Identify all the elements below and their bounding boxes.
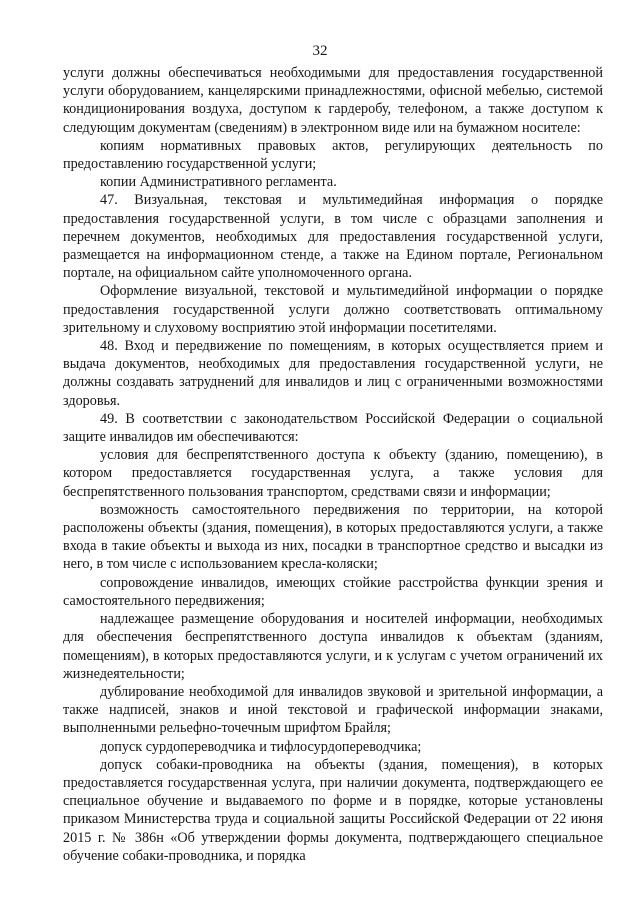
paragraph-list-item: допуск сурдопереводчика и тифлосурдопереводчика; [100, 738, 422, 755]
paragraph: Оформление визуальной, текстовой и мультимедийной информации о порядке предоставления государственной услуги должно соответствовать оптимальному зрительному и слуховому восприятию этой информации посетителями. [63, 283, 603, 336]
paragraph-list-item: дублирование необходимой для инвалидов звуковой и зрительной информации, а также надписей, знаков и иной текстовой и графической информации знаками, выполненными рельефно-точечным шрифтом Брайля; [63, 683, 603, 737]
paragraph-list-item: сопровождение инвалидов, имеющих стойкие расстройства функции зрения и самостоятельного передвижения; [63, 574, 603, 609]
paragraph-list-item: условия для беспрепятственного доступа к объекту (зданию, помещению), в котором предоставляется государственная услуга, а также условия для беспрепятственного пользования транспортом, средствами связи и информации; [63, 447, 603, 500]
paragraph-list-item: возможность самостоятельного передвижения по территории, на которой расположены объекты (здания, помещения), в которых предоставляются услуги, а также входа в такие объекты и выхода из них, посадки в транспортное средство и высадки из него, в том числе с использованием кресла-коляски; [63, 501, 603, 573]
paragraph-list-item: копии Административного регламента. [100, 174, 337, 191]
paragraph-list-item: надлежащее размещение оборудования и носителей информации, необходимых для обеспечения беспрепятственного доступа инвалидов к объектам (зданиям, помещениям), в которых предоставляются услуги, и к услугам с учетом ограничений их жизнедеятельности; [63, 611, 603, 682]
page-number: 32 [312, 43, 328, 59]
paragraph-list-item: допуск собаки-проводника на объекты (здания, помещения), в которых предоставляется государственная услуга, при наличии документа, подтверждающего ее специальное обучение и выдаваемого по форме и в порядке, которые установлены приказом Министерства труда и социальной защиты Российской Федерации от 22 июня 2015 г. № 386н «Об утверждении формы документа, подтверждающего специальное обучение собаки-проводника, и порядка [63, 756, 603, 864]
paragraph-clause-49: 49. В соответствии с законодательством Российской Федерации о социальной защите инвалидов им обеспечиваются: [63, 410, 603, 446]
paragraph-list-item: копиям нормативных правовых актов, регулирующих деятельность по предоставлению государственной услуги; [63, 137, 603, 173]
document-body [63, 64, 603, 865]
paragraph-continuation: услуги должны обеспечиваться необходимыми для предоставления государственной услуги оборудованием, канцелярскими принадлежностями, офисной мебелью, системой кондиционирования воздуха, доступом к гардеробу, телефоном, а также доступом к следующим документам (сведениям) в электронном виде или на бумажном носителе: [63, 65, 603, 136]
paragraph-clause-48: 48. Вход и передвижение по помещениям, в которых осуществляется прием и выдача документов, необходимых для предоставления государственной услуги, не должны создавать затруднений для инвалидов и лиц с ограниченными возможностями здоровья. [63, 338, 603, 409]
paragraph-clause-47: 47. Визуальная, текстовая и мультимедийная информация о порядке предоставления государственной услуги, в том числе с образцами заполнения и перечнем документов, необходимых для предоставления государственной услуги, размещается на информационном стенде, а также на Едином портале, Региональном портале, на официальном сайте уполномоченного органа. [63, 192, 603, 282]
